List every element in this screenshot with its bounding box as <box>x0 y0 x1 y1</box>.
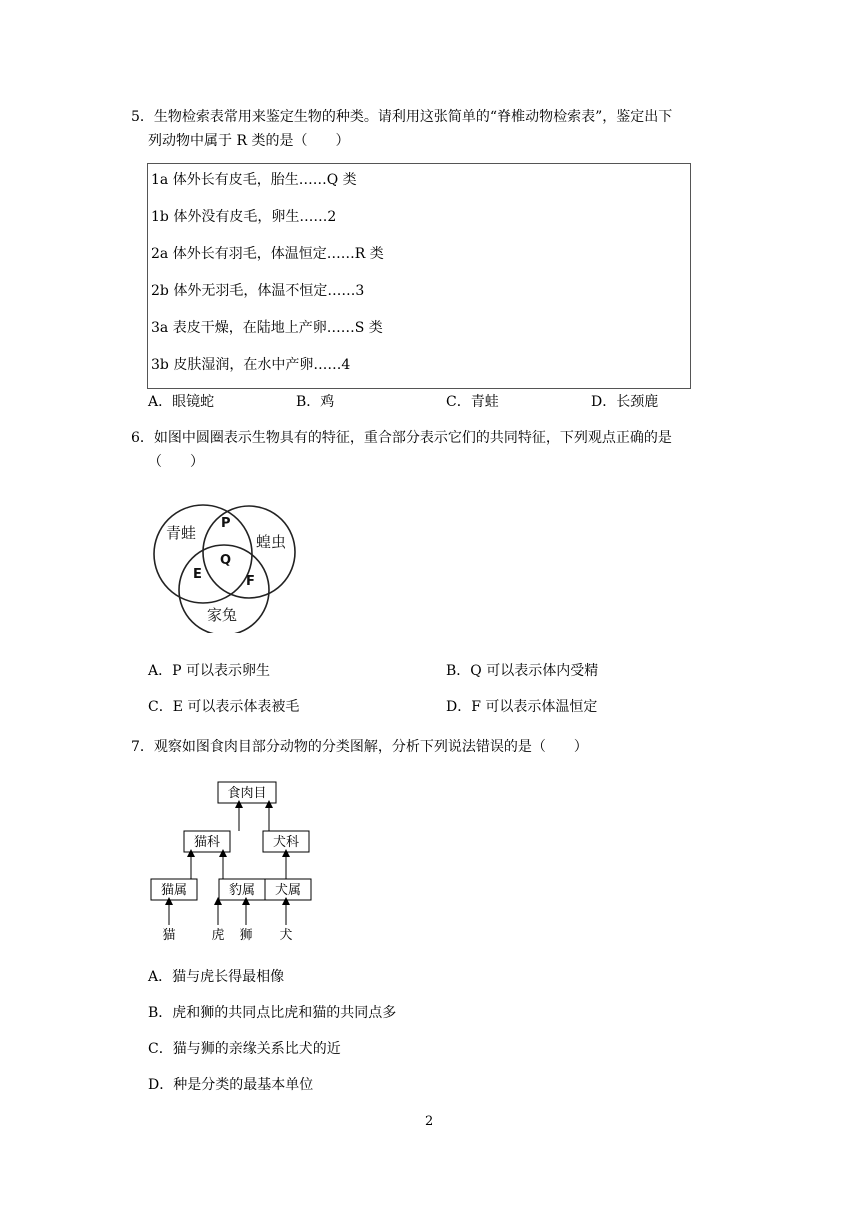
q5-option-b: B．鸡 <box>296 394 335 410</box>
key-row-1b: 1b 体外没有皮毛，卵生……2 <box>151 209 337 225</box>
tree-label-canis: 犬属 <box>274 883 302 898</box>
dichotomous-key-table <box>147 163 691 389</box>
q7-option-b: B．虎和狮的共同点比虎和猫的共同点多 <box>148 1005 397 1021</box>
venn-region-p: P <box>221 516 231 531</box>
key-row-2a: 2a 体外长有羽毛，体温恒定……R 类 <box>151 246 384 262</box>
q7-option-a: A．猫与虎长得最相像 <box>148 969 285 985</box>
venn-region-e: E <box>193 567 202 582</box>
q7-option-d: D．种是分类的最基本单位 <box>148 1077 314 1093</box>
classification-tree <box>145 776 325 946</box>
venn-label-rabbit: 家兔 <box>207 606 238 624</box>
key-row-1a: 1a 体外长有皮毛，胎生……Q 类 <box>151 172 357 188</box>
q6-option-c: C．E 可以表示体表被毛 <box>148 699 300 715</box>
q5-option-d: D．长颈鹿 <box>591 394 659 410</box>
q6-stem-line1: 6．如图中圆圈表示生物具有的特征，重合部分表示它们的共同特征，下列观点正确的是 <box>131 430 672 446</box>
tree-label-lion: 狮 <box>239 928 253 943</box>
q7-stem: 7．观察如图食肉目部分动物的分类图解，分析下列说法错误的是（ ） <box>131 739 588 755</box>
venn-region-f: F <box>246 574 255 589</box>
venn-label-frog: 青蛙 <box>166 524 197 542</box>
tree-label-dog: 犬 <box>279 928 293 943</box>
tree-label-dog-family: 犬科 <box>272 835 300 850</box>
venn-diagram <box>150 497 302 633</box>
tree-label-cat: 猫 <box>162 928 176 943</box>
venn-region-q: Q <box>220 553 232 568</box>
key-row-2b: 2b 体外无羽毛，体温不恒定……3 <box>151 283 365 299</box>
q6-option-b: B．Q 可以表示体内受精 <box>446 663 599 679</box>
q5-stem-line2: 列动物中属于 R 类的是（ ） <box>148 133 350 149</box>
tree-label-felis: 猫属 <box>160 883 188 898</box>
tree-label-order: 食肉目 <box>227 786 267 801</box>
q7-option-c: C．猫与狮的亲缘关系比犬的近 <box>148 1041 341 1057</box>
q5-option-a: A．眼镜蛇 <box>148 394 215 410</box>
q5-stem-line1: 5．生物检索表常用来鉴定生物的种类。请利用这张简单的“脊椎动物检索表”，鉴定出下 <box>131 109 673 125</box>
q5-option-c: C．青蛙 <box>446 394 499 410</box>
q6-stem-line2: （ ） <box>148 454 204 470</box>
tree-label-panthera: 豹属 <box>228 883 256 898</box>
q6-option-a: A．P 可以表示卵生 <box>148 663 270 679</box>
tree-label-cat-family: 猫科 <box>193 835 221 850</box>
key-row-3a: 3a 表皮干燥，在陆地上产卵……S 类 <box>151 320 383 336</box>
key-row-3b: 3b 皮肤湿润，在水中产卵……4 <box>151 357 351 373</box>
venn-label-locust: 蝗虫 <box>256 533 287 551</box>
tree-label-tiger: 虎 <box>211 928 225 943</box>
page-number: 2 <box>425 1114 434 1129</box>
q6-option-d: D．F 可以表示体温恒定 <box>446 699 598 715</box>
